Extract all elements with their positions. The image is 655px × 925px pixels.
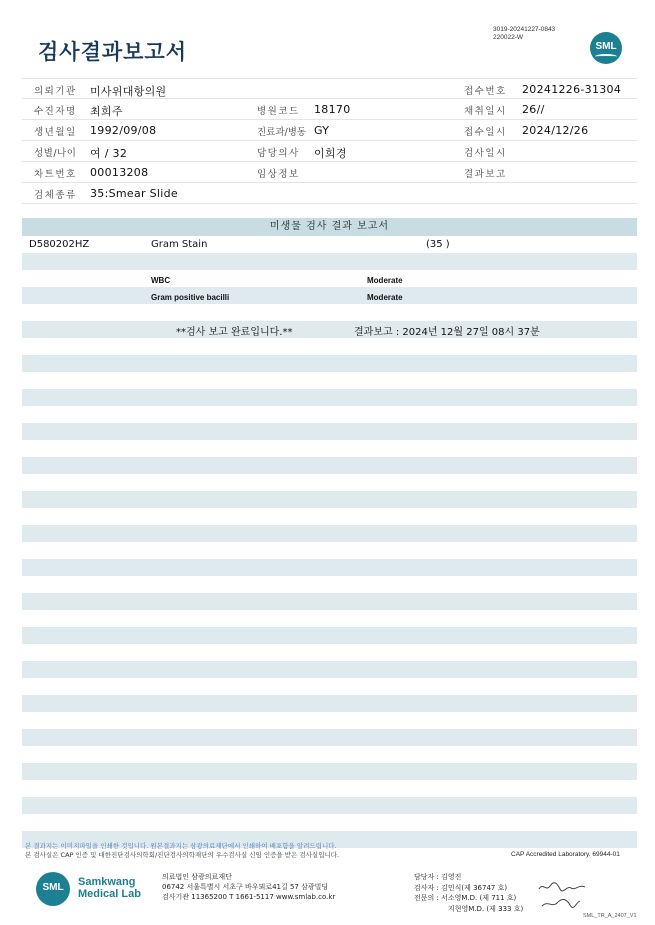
stripe-row — [22, 287, 637, 304]
notice-accreditation: 본 검사실은 CAP 인증 및 대한진단검사의학회/진단검사의학재단의 우수검사실 신임 인증을 받은 검사실입니다. — [25, 851, 340, 859]
label-test-date: 검사일시 — [464, 148, 507, 159]
lab-info — [162, 872, 335, 902]
value-receipt-date: 2024/12/26 — [522, 124, 589, 137]
value-requesting-org: 미사위대항의원 — [90, 85, 167, 98]
info-row — [22, 78, 637, 99]
value-sex-age: 여 / 32 — [90, 147, 128, 160]
label-specimen-type: 검체종류 — [34, 190, 77, 201]
info-row — [22, 183, 637, 204]
brand-line-2: Medical Lab — [78, 888, 141, 900]
info-row — [22, 99, 637, 120]
result-item: Gram positive bacilli — [151, 293, 230, 302]
report-time: 결과보고 : 2024년 12월 27일 08시 37분 — [354, 327, 540, 338]
doc-id-1: 3019-20241227-0843 — [493, 26, 556, 33]
info-row — [22, 162, 637, 183]
stripe-row — [22, 253, 637, 270]
staff-tester: 검사자 : 김민식(제 36747 호) — [414, 883, 508, 892]
brand-name — [78, 876, 141, 900]
footer-logo-text: SML — [42, 882, 64, 893]
staff-manager: 담당자 : 김영진 — [414, 873, 462, 881]
lab-name: 의료법인 삼광의료재단 — [162, 873, 232, 881]
label-patient-name: 수진자명 — [34, 106, 77, 117]
label-result-report: 결과보고 — [464, 169, 507, 180]
report-section-title: 미생물 검사 결과 보고서 — [22, 218, 637, 236]
lab-address: 06742 서울특별시 서초구 바우뫼로41길 57 삼광빌딩 — [162, 883, 329, 891]
notice-image-print: 본 결과지는 이미지파일을 인쇄한 것입니다. 원본결과지는 삼광의료재단에서 인쇄하여 배포함을 알려드립니다. — [25, 842, 337, 850]
label-chart-no: 차트번호 — [34, 169, 77, 180]
value-chart-no: 00013208 — [90, 166, 149, 179]
sml-logo — [590, 32, 622, 64]
value-collection-time: 26// — [522, 103, 545, 116]
value-specimen-type: 35:Smear Slide — [90, 187, 178, 200]
footer-notice — [25, 842, 339, 860]
staff-specialist-2: 지현영M.D. (제 333 호) — [448, 904, 524, 913]
signature-specialist-icon — [540, 896, 582, 910]
signature-tester-icon — [537, 880, 587, 894]
label-receipt-date: 접수일시 — [464, 127, 507, 138]
stripe-row — [22, 491, 637, 508]
document-ids — [493, 26, 555, 42]
value-birth-date: 1992/09/08 — [90, 124, 157, 137]
value-receipt-no: 20241226-31304 — [522, 83, 622, 96]
value-department: GY — [314, 124, 330, 137]
label-department: 진료과/병동 — [257, 127, 307, 138]
form-id: SML_TR_A_2407_V1 — [583, 913, 637, 919]
brand-line-1: Samkwang — [78, 876, 136, 888]
stripe-row — [22, 525, 637, 542]
logo-swoosh-icon — [595, 54, 617, 59]
specimen-code: (35 ) — [426, 239, 450, 250]
staff-info — [414, 872, 523, 914]
test-code: D580202HZ — [29, 239, 90, 250]
stripe-row — [22, 661, 637, 678]
label-requesting-org: 의뢰기관 — [34, 86, 77, 97]
stripe-row — [22, 627, 637, 644]
footer-sml-logo — [36, 872, 70, 906]
result-value: Moderate — [367, 293, 403, 302]
stripe-row — [22, 457, 637, 474]
stripe-row — [22, 763, 637, 780]
test-name: Gram Stain — [151, 239, 208, 250]
stripe-row — [22, 559, 637, 576]
label-collection-time: 채취일시 — [464, 106, 507, 117]
page-title: 검사결과보고서 — [38, 40, 188, 64]
value-hospital-code: 18170 — [314, 103, 351, 116]
cap-accreditation: CAP Accredited Laboratory. 69944-01 — [511, 851, 620, 858]
value-patient-name: 최희주 — [90, 105, 123, 118]
result-value: Moderate — [367, 276, 403, 285]
label-doctor: 담당의사 — [257, 148, 300, 159]
stripe-row — [22, 797, 637, 814]
stripe-row — [22, 389, 637, 406]
stripe-row — [22, 321, 637, 338]
label-receipt-no: 접수번호 — [464, 86, 507, 97]
stripe-row — [22, 729, 637, 746]
info-row — [22, 141, 637, 162]
label-clinical-info: 임상정보 — [257, 169, 300, 180]
report-complete-text: **검사 보고 완료입니다.** — [176, 327, 293, 338]
info-row — [22, 120, 637, 141]
lab-contact: 검사기관 11365200 T 1661-5117 www.smlab.co.kr — [162, 893, 336, 901]
logo-text: SML — [595, 41, 617, 52]
stripe-row — [22, 355, 637, 372]
stripe-row — [22, 695, 637, 712]
staff-specialist-1: 전문의 : 서소영M.D. (제 711 호) — [414, 894, 517, 902]
doc-id-2: 220022-W — [493, 34, 523, 41]
label-birth-date: 생년월일 — [34, 127, 77, 138]
label-hospital-code: 병원코드 — [257, 106, 300, 117]
stripe-row — [22, 423, 637, 440]
value-doctor: 이희경 — [314, 147, 347, 160]
stripe-row — [22, 593, 637, 610]
result-item: WBC — [151, 276, 171, 285]
label-sex-age: 성별/나이 — [34, 148, 77, 159]
